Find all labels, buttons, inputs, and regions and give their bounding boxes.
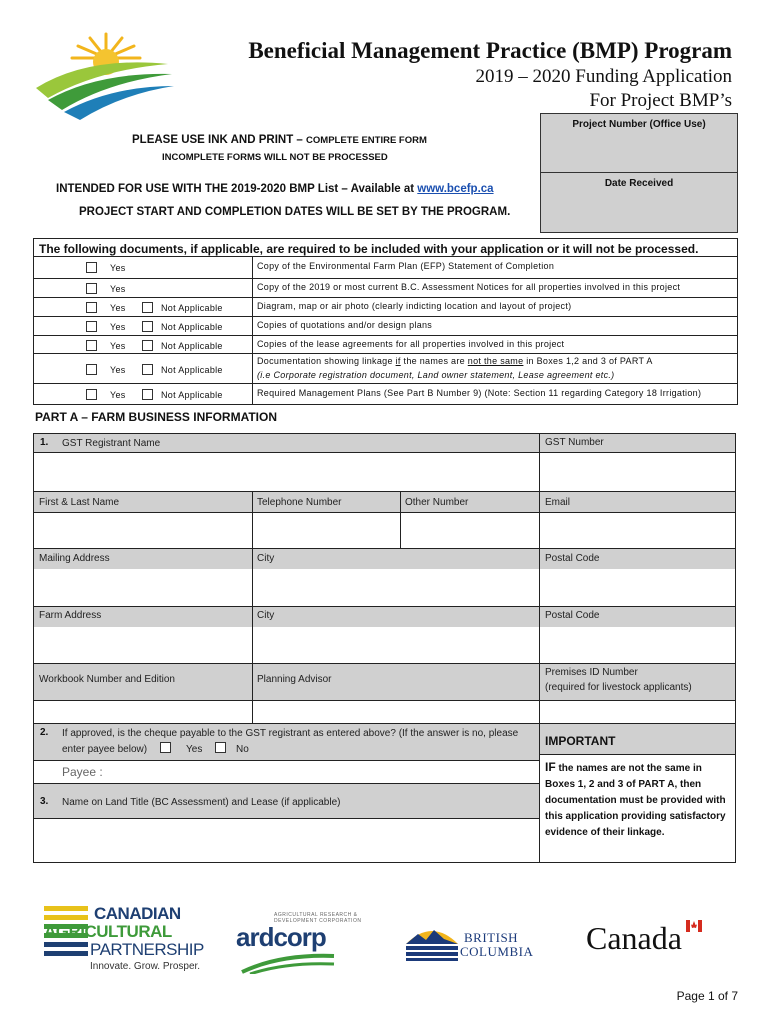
doc-linkage-examples: (i.e Corporate registration document, Land owner statement, Lease agreement etc.) <box>257 370 615 380</box>
mailing-address-input[interactable] <box>35 570 250 606</box>
city-label: City <box>257 553 275 564</box>
doc-management-na-label: Not Applicable <box>161 390 223 400</box>
postal-code-input[interactable] <box>541 570 734 606</box>
gst-number-label: GST Number <box>545 437 604 448</box>
doc-diagram-text: Diagram, map or air photo (clearly indicting location and layout of project) <box>257 301 572 311</box>
gst-registrant-label: GST Registrant Name <box>62 438 161 449</box>
payee-label: Payee : <box>62 765 103 779</box>
doc-efp-yes-label: Yes <box>110 263 126 273</box>
instruction-dates: PROJECT START AND COMPLETION DATES WILL BE SET BY THE PROGRAM. <box>79 206 511 218</box>
doc-linkage-text <box>257 356 653 366</box>
farm-postal-code-input[interactable] <box>541 628 734 663</box>
bc-logo <box>404 920 544 964</box>
canada-wordmark: Canada <box>586 920 682 956</box>
doc-quotations-text: Copies of quotations and/or design plans <box>257 320 433 330</box>
premises-id-label: Premises ID Number <box>545 667 638 678</box>
doc-linkage-na-checkbox[interactable] <box>142 364 153 375</box>
doc-linkage-text-b: the names are <box>403 356 465 366</box>
doc-diagram-na-checkbox[interactable] <box>142 302 153 313</box>
gst-registrant-input[interactable] <box>35 453 538 491</box>
farm-address-label: Farm Address <box>39 610 102 621</box>
doc-management-yes-checkbox[interactable] <box>86 389 97 400</box>
ardcorp-small-2: DEVELOPMENT CORPORATION <box>274 918 362 924</box>
doc-linkage-yes-label: Yes <box>110 365 126 375</box>
instruction-intended <box>56 183 494 195</box>
doc-lease-text: Copies of the lease agreements for all properties involved in this project <box>257 339 565 349</box>
planning-advisor-input[interactable] <box>254 701 538 723</box>
doc-lease-yes-label: Yes <box>110 341 126 351</box>
doc-linkage-if: if <box>395 356 401 366</box>
doc-diagram-na-label: Not Applicable <box>161 303 223 313</box>
doc-linkage-text-c: in Boxes 1,2 and 3 of PART A <box>526 356 653 366</box>
postal-code-label: Postal Code <box>545 553 600 564</box>
instruction-ink <box>132 134 427 146</box>
doc-quotations-na-label: Not Applicable <box>161 322 223 332</box>
instruction-intended-text: INTENDED FOR USE WITH THE 2019-2020 BMP List – Available at <box>56 183 415 195</box>
q2-number: 2. <box>40 727 49 738</box>
form-subtitle: 2019 – 2020 Funding Application <box>475 66 732 87</box>
q3-number: 3. <box>40 796 49 807</box>
documents-heading: The following documents, if applicable, are required to be included with your application or it will not be processed. <box>39 242 699 256</box>
part-a-heading: PART A – FARM BUSINESS INFORMATION <box>35 410 278 424</box>
first-last-name-label: First & Last Name <box>39 497 120 508</box>
ardcorp-small-1: AGRICULTURAL RESEARCH & <box>274 912 358 918</box>
doc-assessment-yes-label: Yes <box>110 284 126 294</box>
cap-line2: AGRICULTURAL <box>44 922 172 941</box>
form-subtitle-2: For Project BMP’s <box>589 90 732 111</box>
doc-management-text: Required Management Plans (See Part B Number 9) (Note: Section 11 regarding Category 18 Irrigation) <box>257 388 702 398</box>
doc-diagram-yes-checkbox[interactable] <box>86 302 97 313</box>
doc-lease-na-label: Not Applicable <box>161 341 223 351</box>
doc-efp-yes-checkbox[interactable] <box>86 262 97 273</box>
telephone-input[interactable] <box>254 513 399 548</box>
first-last-name-input[interactable] <box>35 513 250 548</box>
doc-lease-na-checkbox[interactable] <box>142 340 153 351</box>
doc-linkage-na-label: Not Applicable <box>161 365 223 375</box>
date-received-label: Date Received <box>604 178 674 189</box>
cap-tagline: Innovate. Grow. Prosper. <box>90 961 201 972</box>
doc-linkage-yes-checkbox[interactable] <box>86 364 97 375</box>
email-input[interactable] <box>541 513 734 548</box>
planning-advisor-label: Planning Advisor <box>257 674 332 685</box>
instruction-complete-text: COMPLETE ENTIRE FORM <box>306 135 427 146</box>
important-title: IMPORTANT <box>545 734 616 748</box>
doc-diagram-yes-label: Yes <box>110 303 126 313</box>
doc-assessment-text: Copy of the 2019 or most current B.C. Assessment Notices for all properties involved in this project <box>257 282 681 292</box>
doc-linkage-notsame: not the same <box>467 356 524 366</box>
farm-city-label: City <box>257 610 275 621</box>
q1-number: 1. <box>40 437 49 448</box>
cap-line1: CANADIAN <box>94 904 181 923</box>
cap-logo <box>44 904 214 974</box>
office-use-box <box>540 113 738 233</box>
office-divider <box>541 172 737 173</box>
doc-efp-text: Copy of the Environmental Farm Plan (EFP) Statement of Completion <box>257 261 555 271</box>
q2-no-label: No <box>236 744 249 755</box>
ardcorp-field-icon <box>240 952 336 974</box>
land-title-input[interactable] <box>35 819 538 861</box>
ardcorp-logo <box>234 912 362 974</box>
other-number-input[interactable] <box>401 513 538 548</box>
payee-input[interactable] <box>110 761 535 783</box>
q3-text: Name on Land Title (BC Assessment) and Lease (if applicable) <box>62 797 341 808</box>
bmp-sunrise-logo <box>28 28 178 123</box>
doc-quotations-na-checkbox[interactable] <box>142 321 153 332</box>
important-body <box>545 759 731 841</box>
email-label: Email <box>545 497 571 508</box>
other-number-label: Other Number <box>405 497 469 508</box>
doc-management-yes-label: Yes <box>110 390 126 400</box>
q2-yes-label: Yes <box>186 744 203 755</box>
workbook-input[interactable] <box>35 701 250 723</box>
doc-lease-yes-checkbox[interactable] <box>86 340 97 351</box>
important-body-text: the names are not the same in Boxes 1, 2 and 3 of PART A, then documentation must be provided with this application providing satisfactory evidence of their linkage. <box>545 763 726 838</box>
doc-quotations-yes-checkbox[interactable] <box>86 321 97 332</box>
bc-line1: BRITISH <box>464 930 519 945</box>
ardcorp-wordmark: ardcorp <box>236 922 326 952</box>
page-number: Page 1 of 7 <box>676 989 738 1003</box>
doc-quotations-yes-label: Yes <box>110 322 126 332</box>
farm-city-input[interactable] <box>254 628 538 663</box>
bc-line2: COLUMBIA <box>460 944 534 959</box>
doc-linkage-text-a: Documentation showing linkage <box>257 356 393 366</box>
doc-assessment-yes-checkbox[interactable] <box>86 283 97 294</box>
canada-flag-icon <box>686 920 702 932</box>
workbook-label: Workbook Number and Edition <box>39 674 175 685</box>
q2-text-2: enter payee below) <box>62 744 148 755</box>
farm-address-input[interactable] <box>35 628 250 663</box>
instruction-ink-text: PLEASE USE INK AND PRINT – <box>132 134 303 146</box>
city-input[interactable] <box>254 570 538 606</box>
premises-id-input[interactable] <box>541 701 734 723</box>
q2-no-checkbox[interactable] <box>215 742 226 753</box>
instruction-incomplete: INCOMPLETE FORMS WILL NOT BE PROCESSED <box>162 152 388 163</box>
project-number-label: Project Number (Office Use) <box>572 119 706 130</box>
form-title: Beneficial Management Practice (BMP) Program <box>248 38 732 63</box>
gst-number-input[interactable] <box>541 453 734 491</box>
q2-yes-checkbox[interactable] <box>160 742 171 753</box>
mailing-address-label: Mailing Address <box>39 553 110 564</box>
q2-text: If approved, is the cheque payable to the GST registrant as entered above? (If the answer is no, please <box>62 728 519 739</box>
bc-crest-icon <box>404 922 460 962</box>
important-if: IF <box>545 760 556 774</box>
doc-management-na-checkbox[interactable] <box>142 389 153 400</box>
premises-id-note: (required for livestock applicants) <box>545 682 692 693</box>
farm-postal-code-label: Postal Code <box>545 610 600 621</box>
telephone-label: Telephone Number <box>257 497 342 508</box>
bcefp-link[interactable]: www.bcefp.ca <box>417 183 494 195</box>
cap-line3: PARTNERSHIP <box>90 940 204 959</box>
